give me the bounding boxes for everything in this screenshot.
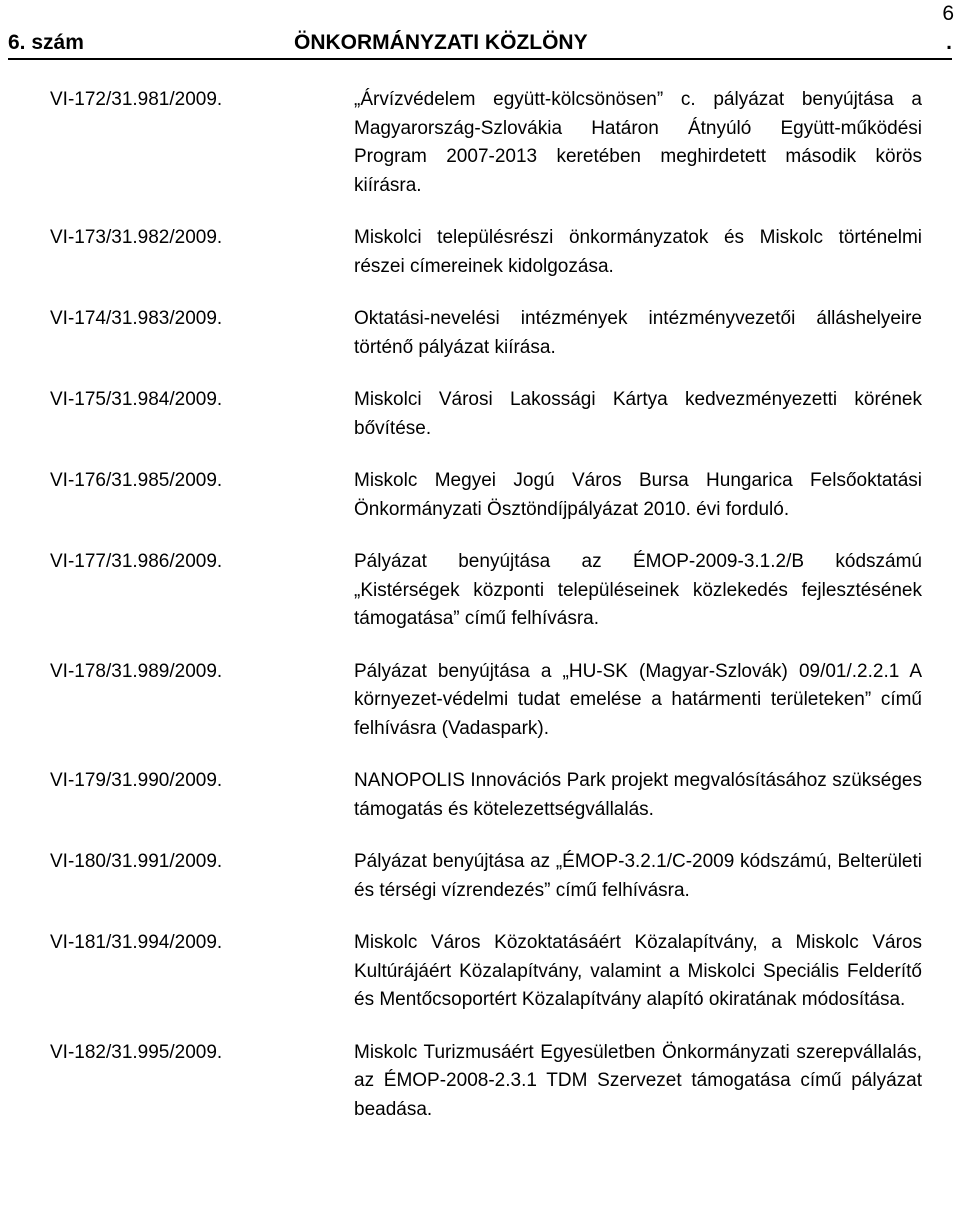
header-dot: .: [946, 31, 952, 54]
resolution-text: „Árvízvédelem együtt-kölcsönösen” c. pályázat benyújtása a Magyarország-Szlovákia Határon Átnyúló Együtt-működési Program 2007-2013 keretében meghirdetett második körös kiírásra.: [354, 89, 922, 196]
resolution-number: VI-180/31.991/2009.: [50, 851, 223, 872]
resolution-text: NANOPOLIS Innovációs Park projekt megvalósításához szükséges támogatás és kötelezettségvállalás.: [354, 770, 922, 820]
resolution-entry: [50, 658, 922, 744]
resolution-entry: [50, 86, 922, 200]
resolution-number: VI-179/31.990/2009.: [50, 770, 223, 791]
resolution-text: Pályázat benyújtása az ÉMOP-2009-3.1.2/B kódszámú „Kistérségek központi településeinek közlekedés fejlesztésének támogatása” című felhívásra.: [354, 551, 922, 629]
resolution-entry: [50, 767, 922, 824]
page-header: [8, 30, 952, 60]
resolution-text: Oktatási-nevelési intézmények intézményvezetői álláshelyeire történő pályázat kiírása.: [354, 308, 922, 358]
resolution-text: Miskolc Turizmusáért Egyesületben Önkormányzati szerepvállalás, az ÉMOP-2008-2.3.1 TDM Szervezet támogatása című pályázat beadása.: [354, 1041, 922, 1120]
resolution-number: VI-181/31.994/2009.: [50, 932, 223, 953]
resolution-list: [50, 86, 922, 1148]
resolution-text: Miskolci településrészi önkormányzatok és Miskolc történelmi részei címereinek kidolgozása.: [354, 227, 922, 277]
resolution-number: VI-176/31.985/2009.: [50, 470, 223, 491]
journal-title: ÖNKORMÁNYZATI KÖZLÖNY: [294, 31, 588, 54]
resolution-entry: [50, 848, 922, 905]
page-number: 6: [942, 2, 954, 25]
resolution-text: Miskolc Város Közoktatásáért Közalapítvány, a Miskolc Város Kultúrájáért Közalapítvány, valamint a Miskolci Speciális Felderítő és Mentőcsoportért Közalapítvány alapító okiratának módosítása.: [354, 932, 922, 1010]
resolution-entry: [50, 929, 922, 1015]
resolution-number: VI-175/31.984/2009.: [50, 389, 223, 410]
resolution-text: Pályázat benyújtása az „ÉMOP-3.2.1/C-2009 kódszámú, Belterületi és térségi vízrendezés” című felhívásra.: [354, 851, 922, 901]
resolution-entry: [50, 305, 922, 362]
resolution-entry: [50, 386, 922, 443]
resolution-entry: [50, 224, 922, 281]
resolution-text: Pályázat benyújtása a „HU-SK (Magyar-Szlovák) 09/01/.2.2.1 A környezet-védelmi tudat emelése a határmenti területeken” című felhívásra (Vadaspark).: [354, 660, 922, 739]
resolution-number: VI-182/31.995/2009.: [50, 1041, 223, 1063]
resolution-entry: [50, 548, 922, 634]
resolution-number: VI-177/31.986/2009.: [50, 551, 223, 572]
resolution-text: Miskolci Városi Lakossági Kártya kedvezményezetti körének bővítése.: [354, 389, 922, 439]
resolution-entry: [50, 1039, 922, 1125]
resolution-entry: [50, 467, 922, 524]
resolution-text: Miskolc Megyei Jogú Város Bursa Hungarica Felsőoktatási Önkormányzati Ösztöndíjpályázat 2010. évi forduló.: [354, 470, 922, 520]
issue-number: 6. szám: [8, 31, 84, 54]
resolution-number: VI-174/31.983/2009.: [50, 308, 223, 329]
resolution-number: VI-178/31.989/2009.: [50, 660, 223, 682]
resolution-number: VI-172/31.981/2009.: [50, 89, 223, 110]
resolution-number: VI-173/31.982/2009.: [50, 227, 223, 248]
